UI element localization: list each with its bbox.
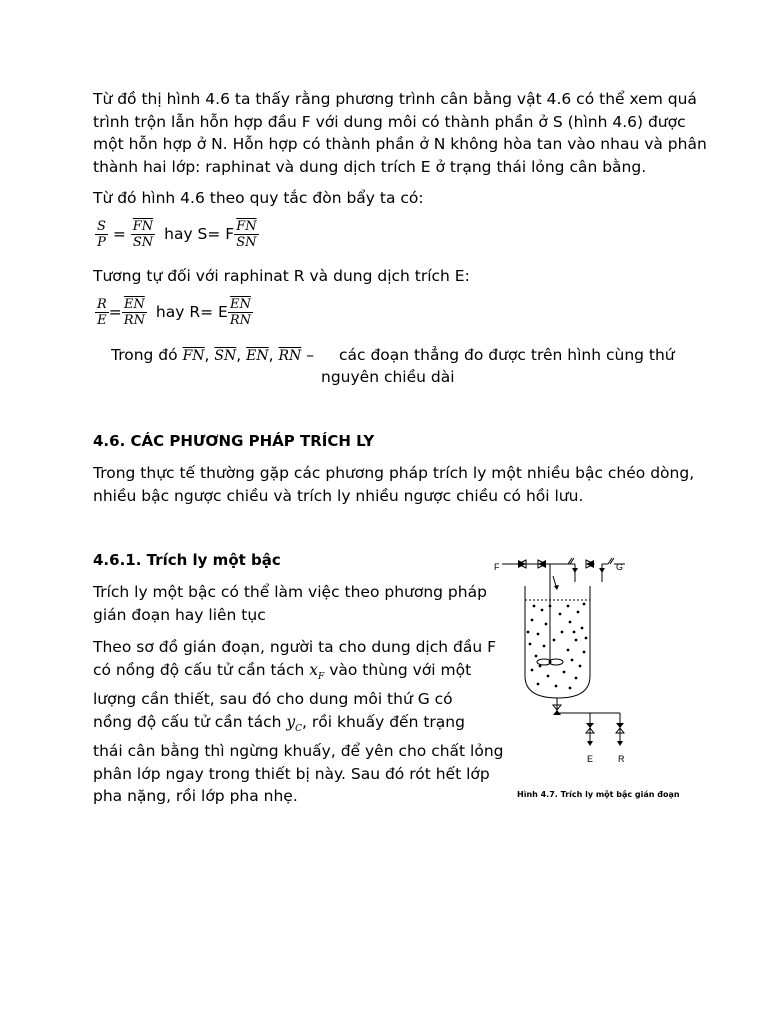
fraction-en-rn-2: $\frac{\overline{EN}}{RN}$ bbox=[229, 297, 251, 328]
label-r: R bbox=[618, 754, 625, 764]
comma: , bbox=[204, 346, 210, 364]
segment-fn: $\overline{FN}$ bbox=[182, 348, 205, 364]
text-span: nồng độ cấu tử cần tách bbox=[93, 712, 287, 731]
comma: , bbox=[236, 346, 242, 364]
equation-text: hay S= F bbox=[164, 225, 235, 243]
paragraph-intro bbox=[93, 88, 707, 178]
equation-r bbox=[95, 297, 253, 328]
text-span: , rồi khuấy đến trạng bbox=[302, 712, 465, 731]
fraction-en-rn: $\frac{\overline{EN}}{RN}$ bbox=[123, 297, 145, 328]
where-lead: Trong đó bbox=[111, 346, 178, 364]
text-line: trình trộn lẫn hỗn hợp đầu F với dung môi có thành phần ở S (hình 4.6) được bbox=[93, 112, 686, 131]
extractor-diagram bbox=[490, 548, 690, 778]
fraction-fn-sn: $\frac{\overline{FN}}{SN}$ bbox=[132, 219, 154, 250]
valve-icon bbox=[518, 560, 526, 568]
text-line: phân lớp ngay trong thiết bị này. Sau đó rót hết lớp bbox=[93, 764, 490, 783]
equation-text: hay R= E bbox=[155, 303, 228, 321]
text-line: Theo sơ đồ gián đoạn, người ta cho dung dịch đầu F bbox=[93, 638, 496, 656]
label-f: F bbox=[494, 562, 500, 572]
fraction-fn-sn-2: $\frac{\overline{FN}}{SN}$ bbox=[236, 219, 257, 250]
text-line: pha nặng, rồi lớp pha nhẹ. bbox=[93, 787, 298, 806]
where-clause bbox=[111, 344, 314, 368]
paragraph-batch-procedure bbox=[93, 636, 504, 808]
text-line: thành hai lớp: raphinat và dung dịch trích E ở trạng thái lỏng cân bằng. bbox=[93, 157, 647, 176]
segment-rn: $\overline{RN}$ bbox=[278, 348, 302, 364]
var-y: y bbox=[286, 712, 296, 731]
var-y-sub: C bbox=[295, 723, 303, 734]
fraction-r-e: $\frac{R}{E}$ bbox=[97, 297, 107, 328]
figure-caption: Hình 4.7. Trích ly một bậc gián đoạn bbox=[517, 790, 680, 799]
paragraph-single-stage bbox=[93, 581, 487, 626]
paragraph-raffinate: Tương tự đối với raphinat R và dung dịch trích E: bbox=[93, 267, 470, 285]
comma: , bbox=[268, 346, 274, 364]
text-line: Từ đồ thị hình 4.6 ta thấy rằng phương trình cân bằng vật 4.6 có thể xem quá bbox=[93, 90, 697, 108]
text-span: vào thùng với một bbox=[324, 660, 472, 679]
text-line: thái cân bằng thì ngừng khuấy, để yên cho chất lỏng bbox=[93, 742, 504, 761]
var-x-sub: F bbox=[318, 671, 325, 682]
label-e: E bbox=[587, 754, 594, 764]
segment-sn: $\overline{SN}$ bbox=[214, 348, 237, 364]
segment-en: $\overline{EN}$ bbox=[246, 348, 269, 364]
text-span: có nồng độ cấu tử cần tách bbox=[93, 660, 310, 679]
subsection-heading: 4.6.1. Trích ly một bậc bbox=[93, 551, 281, 569]
where-tail-1: các đoạn thẳng đo được trên hình cùng thứ bbox=[339, 346, 675, 364]
dash: – bbox=[306, 346, 314, 364]
text-line: gián đoạn hay liên tục bbox=[93, 605, 266, 624]
label-g: G bbox=[616, 562, 624, 572]
var-x: x bbox=[309, 660, 319, 679]
section-heading: 4.6. CÁC PHƯƠNG PHÁP TRÍCH LY bbox=[93, 432, 375, 450]
text-line: một hỗn hợp ở N. Hỗn hợp có thành phần ở N không hòa tan vào nhau và phân bbox=[93, 135, 707, 153]
fraction-s-p: $\frac{S}{P}$ bbox=[97, 219, 106, 250]
figure-extractor bbox=[490, 548, 690, 778]
equals-sign: = bbox=[112, 225, 126, 243]
text-line: Trích ly một bậc có thể làm việc theo phương pháp bbox=[93, 583, 487, 601]
equals-sign: = bbox=[108, 303, 122, 321]
text-line bbox=[93, 711, 504, 741]
equation-s bbox=[95, 219, 259, 250]
text-line: nhiều bậc ngược chiều và trích ly nhiều ngược chiều có hồi lưu. bbox=[93, 486, 584, 505]
paragraph-methods bbox=[93, 462, 694, 507]
where-tail-2: nguyên chiều dài bbox=[321, 368, 455, 386]
text-line: Trong thực tế thường gặp các phương pháp trích ly một nhiều bậc chéo dòng, bbox=[93, 464, 695, 482]
text-line: lượng cần thiết, sau đó cho dung môi thứ G có bbox=[93, 690, 453, 709]
paragraph-lever-rule: Từ đó hình 4.6 theo quy tắc đòn bẩy ta có: bbox=[93, 189, 424, 207]
text-line bbox=[93, 659, 504, 689]
